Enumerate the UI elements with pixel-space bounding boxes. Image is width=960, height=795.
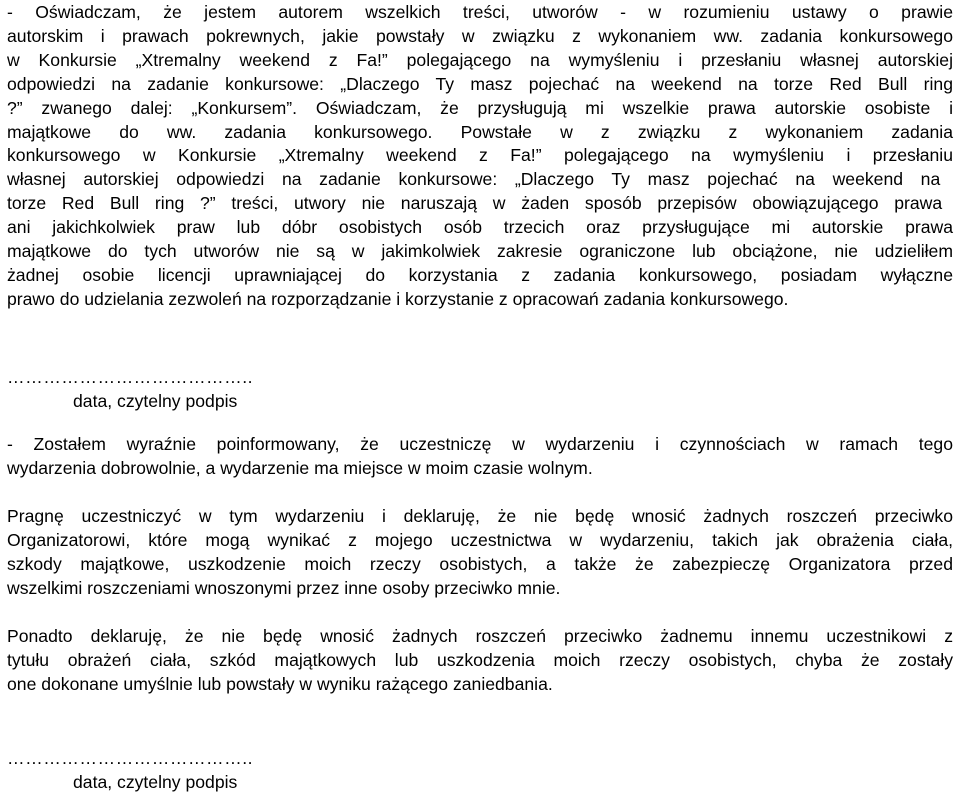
signature-block-2 [7, 747, 253, 795]
text-line: konkursowego w Konkursie „Xtremalny weekend z Fa!” polegającego na wymyśleniu i przesłaniu [7, 145, 953, 166]
text-line: wszelkimi roszczeniami wnoszonymi przez inne osoby przeciwko mnie. [7, 577, 561, 598]
text-line: w Konkursie „Xtremalny weekend z Fa!” polegającego na wymyśleniu i przesłaniu własnej autorskiej [7, 49, 953, 70]
declaration-waiver-organizer-text [7, 505, 953, 601]
text-line: majątkowe do ww. zadania konkursowego. Powstałe w z związku z wykonaniem zadania [7, 121, 953, 142]
text-line: tytułu obrażeń ciała, szkód majątkowych lub uszkodzenia moich rzeczy osobistych, chyba że zostały [7, 649, 953, 670]
text-line: ?” zwanego dalej: „Konkursem”. Oświadczam, że przysługują mi wszelkie prawa autorskie osobiste i [7, 97, 953, 118]
text-line: ani jakichkolwiek praw lub dóbr osobistych osób trzecich oraz przysługujące mi autorskie prawa [7, 217, 953, 238]
signature-block-1 [7, 366, 253, 414]
text-line: one dokonane umyślnie lub powstały w wyniku rażącego zaniedbania. [7, 673, 553, 694]
text-line: Organizatorowi, które mogą wynikać z mojego uczestnictwa w wydarzeniu, takich jak obrażenia ciała, [7, 529, 953, 550]
signature-label: data, czytelny podpis [73, 771, 238, 792]
declaration-waiver-organizer [7, 505, 953, 601]
declaration-voluntary-text [7, 433, 953, 481]
text-line: Ponadto deklaruję, że nie będę wnosić żadnych roszczeń przeciwko żadnemu innemu uczestnikowi z [7, 626, 953, 646]
declaration-authorship [7, 0, 953, 312]
text-line: Pragnę uczestniczyć w tym wydarzeniu i deklaruję, że nie będę wnosić żadnych roszczeń przeciwko [7, 506, 953, 526]
text-line: torze Red Bull ring ?” treści, utwory nie naruszają w żaden sposób przepisów obowiązującego prawa [7, 193, 943, 214]
declaration-waiver-participants-text [7, 625, 953, 697]
text-line: prawo do udzielania zezwoleń na rozporządzanie i korzystanie z opracowań zadania konkursowego. [7, 288, 789, 309]
text-line: wydarzenia dobrowolnie, a wydarzenie ma miejsce w moim czasie wolnym. [7, 457, 593, 478]
text-line: - Oświadczam, że jestem autorem wszelkich treści, utworów - w rozumieniu ustawy o prawie [7, 2, 953, 22]
signature-label: data, czytelny podpis [73, 390, 238, 411]
declaration-voluntary [7, 433, 953, 481]
declaration-authorship-text [7, 1, 953, 312]
text-line: własnej autorskiej odpowiedzi na zadanie konkursowe: „Dlaczego Ty masz pojechać na weekend na [7, 169, 941, 190]
text-line: odpowiedzi na zadanie konkursowe: „Dlaczego Ty masz pojechać na weekend na torze Red Bull ring [7, 73, 953, 94]
declaration-waiver-participants [7, 625, 953, 697]
text-line: majątkowe do tych utworów nie są w jakimkolwiek zakresie ograniczone lub obciążone, nie udzieliłem [7, 241, 953, 262]
signature-line: ………………………………….. [7, 367, 253, 387]
text-line: szkody majątkowe, uszkodzenie moich rzeczy osobistych, a także że zabezpieczę Organizatora przed [7, 553, 953, 574]
text-line: autorskim i prawach pokrewnych, jakie powstały w związku z wykonaniem ww. zadania konkursowego [7, 25, 953, 46]
text-line: żadnej osobie licencji uprawniającej do korzystania z zadania konkursowego, posiadam wyłączne [7, 264, 953, 285]
signature-line: ………………………………….. [7, 748, 253, 768]
text-line: - Zostałem wyraźnie poinformowany, że uczestniczę w wydarzeniu i czynnościach w ramach tego [7, 434, 953, 454]
